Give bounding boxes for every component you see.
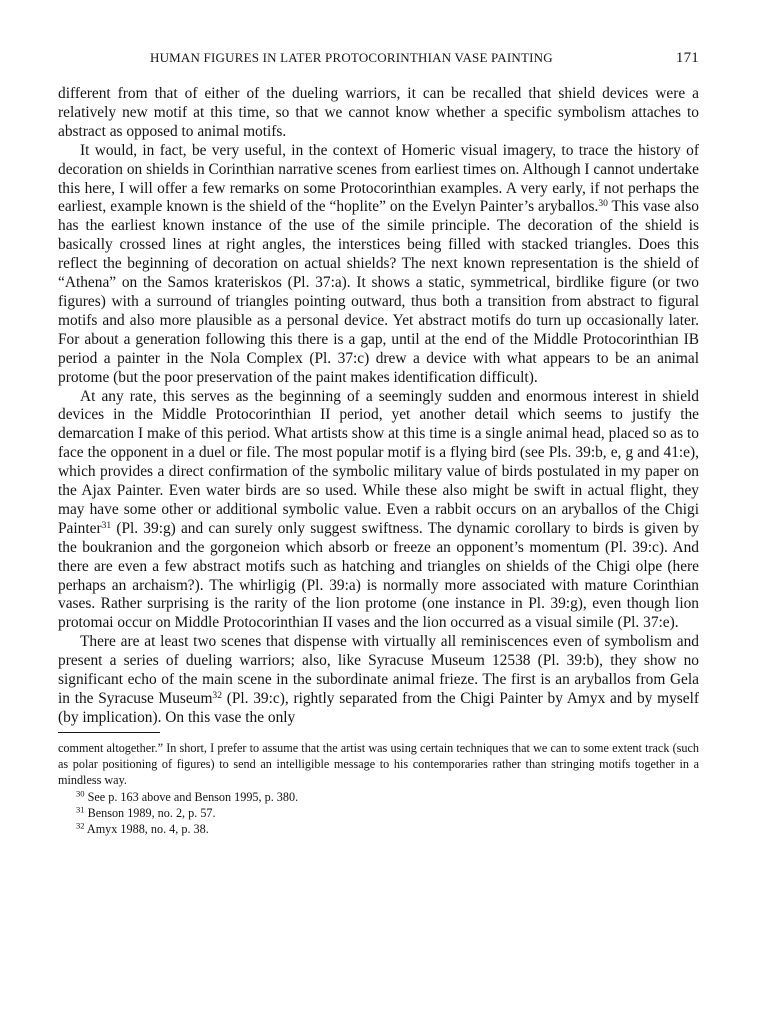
footnote-continuation: comment altogether.” In short, I prefer to assume that the artist was using certain techniques that we can to some extent track (such as polar positioning of figures) to send an intelligible message to his contemporaries rather than stringing motifs together in a mindless way. (58, 740, 699, 788)
running-title: HUMAN FIGURES IN LATER PROTOCORINTHIAN VASE PAINTING (150, 50, 553, 65)
running-head (58, 50, 699, 72)
paragraph-4-text-a: There are at least two scenes that dispense with virtually all reminiscences even of symbolism and present a series of dueling warriors; also, like Syracuse Museum 12538 (Pl. 39:b), they show no significant echo of the main scene in the subordinate animal frieze. The first is an aryballos from Gela in the Syracuse Museum (58, 633, 699, 707)
paragraph-4 (58, 633, 699, 728)
main-text (58, 85, 699, 728)
paragraph-2-text-b: This vase also has the earliest known instance of the use of the simile principle. The decoration of the shield is basically crossed lines at right angles, the interstices being filled with stacked triangles. Does this reflect the beginning of decoration on actual shields? The next known representation is the shield of “Athena” on the Samos krateriskos (Pl. 37:a). It shows a static, symmetrical, birdlike figure (or two figures) with a surround of triangles pointing outward, thus both a transition from abstract to figural motifs and also more plausible as a personal device. Yet abstract motifs do turn up occasionally later. For about a generation following this there is a gap, until at the end of the Middle Protocorinthian IB period a painter in the Nola Complex (Pl. 37:c) drew a device with what appears to be an animal protome (but the poor preservation of the paint makes identification difficult). (58, 198, 699, 386)
page-number: 171 (675, 50, 699, 66)
footnote-ref-30[interactable]: 30 (598, 198, 608, 210)
footnote-number: 30 (76, 788, 85, 799)
footnote-ref-32[interactable]: 32 (212, 689, 222, 701)
footnote-number: 32 (76, 820, 85, 831)
footnote-ref-31[interactable]: 31 (101, 519, 112, 531)
paragraph-3-text-b: (Pl. 39:g) and can surely only suggest swiftness. The dynamic corollary to birds is given by the boukranion and the gorgoneion which absorb or freeze an opponent’s momentum (Pl. 39:c). And there are even a few abstract motifs such as hatching and triangles on shields of the Chigi olpe (here perhaps an archaism?). The whirligig (Pl. 39:a) is normally more associated with mature Corinthian vases. Rather surprising is the rarity of the lion protome (one instance in Pl. 39:g), even though lion protomai occur on Middle Protocorinthian II vases and the lion occurred as a visual simile (Pl. 37:e). (58, 519, 699, 632)
paragraph-1 (58, 85, 699, 142)
footnote-rule (58, 732, 160, 733)
footnote-text: See p. 163 above and Benson 1995, p. 380. (84, 789, 299, 804)
page (58, 50, 699, 838)
footnote-32 (58, 821, 699, 837)
footnote-text: Amyx 1988, no. 4, p. 38. (84, 822, 209, 837)
paragraph-2-text-a: It would, in fact, be very useful, in the context of Homeric visual imagery, to trace the history of decoration on shields in Corinthian narrative scenes from earliest times on. Although I cannot undertake this here, I will offer a few remarks on some Protocorinthian examples. A very early, if not perhaps the earliest, example known is the shield of the “hoplite” on the Evelyn Painter’s aryballos. (58, 141, 699, 216)
paragraph-3 (58, 388, 699, 634)
footnotes (58, 740, 699, 838)
footnote-number: 31 (76, 804, 85, 815)
paragraph-4-text-b: (Pl. 39:c), rightly separated from the Chigi Painter by Amyx and by myself (by implication). On this vase the only (58, 690, 700, 726)
footnote-31 (58, 805, 699, 821)
footnote-30 (58, 789, 699, 805)
footnote-text: Benson 1989, no. 2, p. 57. (84, 806, 216, 820)
paragraph-2 (58, 142, 699, 388)
paragraph-1-text: different from that of either of the dueling warriors, it can be recalled that shield devices were a relatively new motif at this time, so that we cannot know whether a specific symbolism attaches to abstract as opposed to animal motifs. (58, 85, 699, 140)
paragraph-3-text-a: At any rate, this serves as the beginning of a seemingly sudden and enormous interest in shield devices in the Middle Protocorinthian II period, yet another detail which seems to justify the demarcation I make of this period. What artists show at this time is a single animal head, placed so as to face the opponent in a duel or file. The most popular motif is a flying bird (see Pls. 39:b, e, g and 41:e), which provides a direct confirmation of the symbolic military value of birds postulated in my paper on the Ajax Painter. Even water birds are so used. While these also might be swift in actual flight, they may have some other or additional symbolic value. Even a rabbit occurs on an aryballos of the Chigi Painter (58, 387, 699, 537)
